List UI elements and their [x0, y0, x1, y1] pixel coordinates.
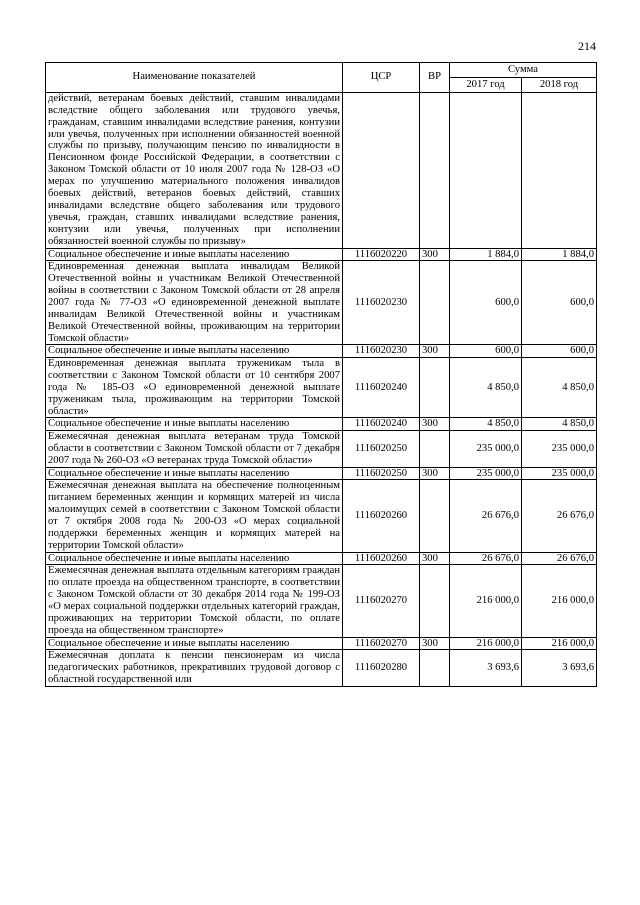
row-sum-2018: 1 884,0 [522, 248, 597, 261]
row-csr: 1116020260 [343, 480, 420, 552]
row-sum-2018 [522, 92, 597, 248]
row-vr: 300 [420, 418, 450, 431]
row-sum-2017: 26 676,0 [450, 552, 522, 565]
row-csr: 1116020280 [343, 650, 420, 687]
row-vr: 300 [420, 248, 450, 261]
table-row [46, 261, 597, 345]
row-sum-2018: 4 850,0 [522, 418, 597, 431]
table-row [46, 430, 597, 467]
header-vr: ВР [420, 63, 450, 93]
table-row [46, 345, 597, 358]
header-row [46, 63, 597, 78]
row-sum-2018: 235 000,0 [522, 467, 597, 480]
row-csr: 1116020260 [343, 552, 420, 565]
row-vr [420, 92, 450, 248]
row-sum-2017: 235 000,0 [450, 467, 522, 480]
row-sum-2017: 216 000,0 [450, 637, 522, 650]
row-vr [420, 430, 450, 467]
row-vr: 300 [420, 552, 450, 565]
row-sum-2017: 26 676,0 [450, 480, 522, 552]
header-sum: Сумма [450, 63, 597, 78]
row-vr [420, 565, 450, 637]
row-sum-2017: 1 884,0 [450, 248, 522, 261]
row-sum-2017: 600,0 [450, 345, 522, 358]
row-csr: 1116020270 [343, 565, 420, 637]
header-name: Наименование показателей [46, 63, 343, 93]
row-sum-2017: 4 850,0 [450, 357, 522, 418]
row-sum-2018: 26 676,0 [522, 552, 597, 565]
table-row [46, 637, 597, 650]
row-csr: 1116020220 [343, 248, 420, 261]
row-sum-2017 [450, 92, 522, 248]
row-csr: 1116020240 [343, 418, 420, 431]
row-sum-2018: 235 000,0 [522, 430, 597, 467]
row-vr [420, 357, 450, 418]
row-name: Социальное обеспечение и иные выплаты населению [46, 467, 343, 480]
row-vr: 300 [420, 467, 450, 480]
table-row [46, 418, 597, 431]
row-sum-2018: 26 676,0 [522, 480, 597, 552]
row-sum-2018: 216 000,0 [522, 565, 597, 637]
row-name: Социальное обеспечение и иные выплаты населению [46, 552, 343, 565]
row-name: Ежемесячная денежная выплата на обеспечение полноценным питанием беременных женщин и кормящих матерей из числа малоимущих семей в соответствии с Законом Томской области от 7 октября 2008 года № 200-ОЗ «О мерах социальной поддержки беременных женщин и кормящих матерей на территории Томской области» [46, 480, 343, 552]
row-name: Социальное обеспечение и иные выплаты населению [46, 345, 343, 358]
row-vr: 300 [420, 345, 450, 358]
page-number: 214 [578, 39, 596, 53]
table-row [46, 565, 597, 637]
table-row [46, 248, 597, 261]
row-name: Единовременная денежная выплата инвалидам Великой Отечественной войны и участникам Великой Отечественной войны в соответствии с Законом Томской области от 28 апреля 2007 года № 77-ОЗ «О единовременной денежной выплате инвалидам Великой Отечественной войны и участникам Великой Отечественной войны, проживающим на территории Томской области» [46, 261, 343, 345]
row-name: Социальное обеспечение и иные выплаты населению [46, 637, 343, 650]
row-name: Социальное обеспечение и иные выплаты населению [46, 248, 343, 261]
row-sum-2018: 4 850,0 [522, 357, 597, 418]
row-name: Единовременная денежная выплата труженикам тыла в соответствии с Законом Томской области от 10 сентября 2007 года № 185-ОЗ «О единовременной денежной выплате труженикам тыла, проживающим на территории Томской области» [46, 357, 343, 418]
row-csr: 1116020240 [343, 357, 420, 418]
row-csr: 1116020230 [343, 345, 420, 358]
table-row [46, 357, 597, 418]
header-2018: 2018 год [522, 77, 597, 92]
row-sum-2018: 600,0 [522, 261, 597, 345]
table-row [46, 92, 597, 248]
table-row [46, 480, 597, 552]
row-name: Ежемесячная доплата к пенсии пенсионерам из числа педагогических работников, прекративших трудовой договор с областной государственной или [46, 650, 343, 687]
row-sum-2018: 3 693,6 [522, 650, 597, 687]
row-sum-2018: 216 000,0 [522, 637, 597, 650]
row-sum-2017: 600,0 [450, 261, 522, 345]
row-name: действий, ветеранам боевых действий, ставшим инвалидами вследствие общего заболевания или трудового увечья, гражданам, ставшим инвалидами вследствие ранения, контузии или увечья, полученных при исполнении обязанностей военной службы по призыву, получающим пенсию по инвалидности в Пенсионном фонде Российской Федерации, в соответствии с Законом Томской области от 10 июля 2007 года № 128-ОЗ «О мерах по улучшению материального положения инвалидов боевых действий, ветеранов боевых действий, ставших инвалидами вследствие общего заболевания или трудового увечья, граждан, ставших инвалидами вследствие ранения, контузии или увечья, полученных при исполнении обязанностей военной службы по призыву» [46, 92, 343, 248]
row-sum-2017: 4 850,0 [450, 418, 522, 431]
row-csr: 1116020270 [343, 637, 420, 650]
row-name: Ежемесячная денежная выплата ветеранам труда Томской области в соответствии с Законом Томской области от 7 декабря 2007 года № 260-ОЗ «О ветеранах труда Томской области» [46, 430, 343, 467]
row-vr [420, 480, 450, 552]
row-sum-2018: 600,0 [522, 345, 597, 358]
row-name: Ежемесячная денежная выплата отдельным категориям граждан по оплате проезда на общественном транспорте, в соответствии с Законом Томской области от 30 декабря 2014 года № 199-ОЗ «О мерах социальной поддержки отдельных категорий граждан, проживающих на территории Томской области, по оплате проезда на общественном транспорте» [46, 565, 343, 637]
table-row [46, 650, 597, 687]
row-vr [420, 650, 450, 687]
table-row [46, 467, 597, 480]
header-csr: ЦСР [343, 63, 420, 93]
row-name: Социальное обеспечение и иные выплаты населению [46, 418, 343, 431]
budget-table [45, 62, 597, 687]
row-csr: 1116020250 [343, 430, 420, 467]
header-2017: 2017 год [450, 77, 522, 92]
row-csr: 1116020230 [343, 261, 420, 345]
row-sum-2017: 3 693,6 [450, 650, 522, 687]
row-sum-2017: 235 000,0 [450, 430, 522, 467]
row-sum-2017: 216 000,0 [450, 565, 522, 637]
row-vr [420, 261, 450, 345]
row-vr: 300 [420, 637, 450, 650]
row-csr [343, 92, 420, 248]
table-row [46, 552, 597, 565]
row-csr: 1116020250 [343, 467, 420, 480]
